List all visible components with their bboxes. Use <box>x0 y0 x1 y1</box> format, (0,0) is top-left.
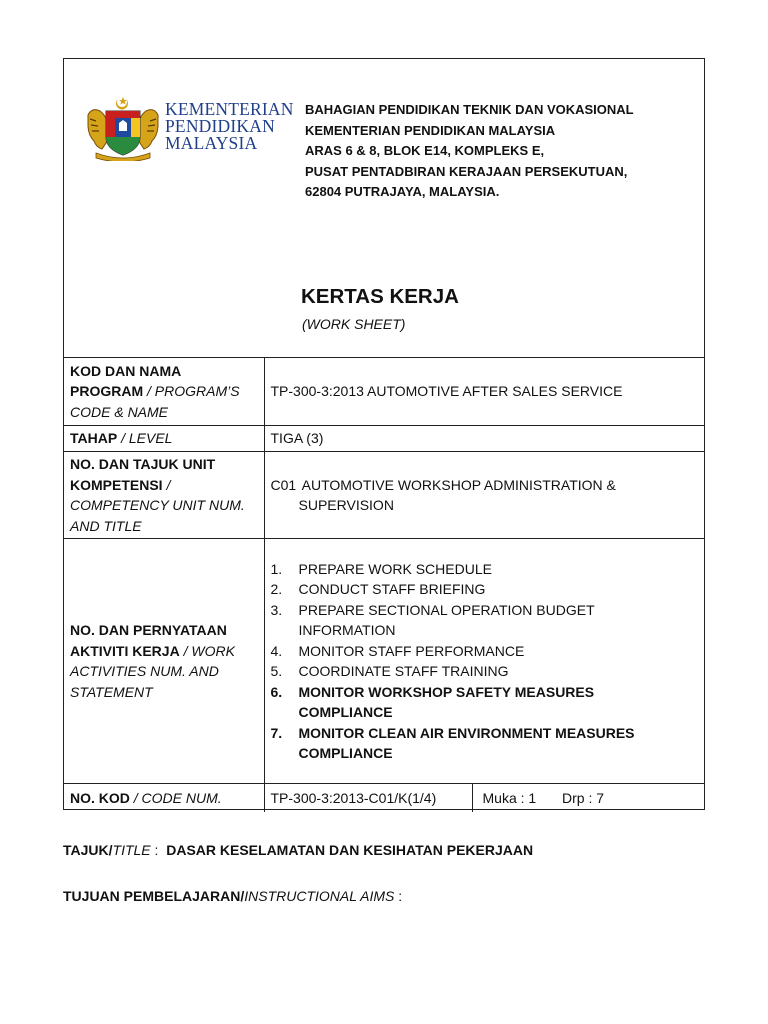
header <box>64 59 704 357</box>
activities-list <box>271 559 699 764</box>
code-value: TP-300-3:2013-C01/K(1/4) <box>264 784 472 812</box>
aims-label-italic: INSTRUCTIONAL AIMS <box>244 888 395 904</box>
unit-title-line: AUTOMOTIVE WORKSHOP ADMINISTRATION & <box>301 476 616 493</box>
address-line: 62804 PUTRAJAYA, MALAYSIA. <box>305 184 500 199</box>
list-item: 4. MONITOR STAFF PERFORMANCE <box>270 642 525 659</box>
list-item: 7. MONITOR CLEAN AIR ENVIRONMENT MEASURES COMPLIANCE <box>270 724 635 761</box>
unit-label-italic: / COMPETENCY UNIT NUM. AND TITLE <box>70 476 245 534</box>
level-label-italic: / LEVEL <box>117 430 173 447</box>
address-line: KEMENTERIAN PENDIDIKAN MALAYSIA <box>305 122 556 138</box>
wordmark-line: PENDIDIKAN <box>165 116 275 136</box>
ministry-wordmark <box>165 101 294 152</box>
level-label-bold: TAHAP <box>70 430 118 447</box>
program-label-bold-2: PROGRAM <box>70 383 144 400</box>
table-row <box>64 539 704 784</box>
ministry-crest-icon <box>82 95 164 161</box>
code-label <box>64 784 264 812</box>
page-total: Drp : 7 <box>556 784 704 812</box>
unit-title-line: SUPERVISION <box>298 497 394 513</box>
title-label-italic: TITLE <box>112 842 151 858</box>
activities-label-bold: NO. DAN PERNYATAAN AKTIVITI KERJA <box>70 622 227 659</box>
table-row <box>64 426 704 452</box>
list-item: 2. CONDUCT STAFF BRIEFING <box>270 581 486 597</box>
program-label-bold: KOD DAN NAMA <box>70 362 182 379</box>
aims-colon: : <box>394 888 403 904</box>
ministry-address <box>305 100 634 203</box>
unit-label-bold: NO. DAN TAJUK UNIT KOMPETENSI <box>70 456 216 493</box>
program-label <box>64 358 264 426</box>
activities-value <box>264 539 704 784</box>
code-label-italic: / CODE NUM. <box>129 789 222 806</box>
instructional-aims-line <box>63 888 402 904</box>
title-label-bold: TAJUK/ <box>63 842 113 858</box>
wordmark-line: KEMENTERIAN <box>165 99 294 119</box>
table-row <box>64 452 704 539</box>
address-line: BAHAGIAN PENDIDIKAN TEKNIK DAN VOKASIONAL <box>305 102 634 117</box>
worksheet-frame <box>63 58 705 810</box>
table-row <box>64 358 704 426</box>
program-info-table <box>64 357 704 812</box>
address-line: ARAS 6 & 8, BLOK E14, KOMPLEKS E, <box>305 143 545 158</box>
unit-label <box>64 452 264 539</box>
document-subtitle: (WORK SHEET) <box>302 316 406 332</box>
title-colon: : <box>150 842 167 858</box>
worksheet-title-line <box>63 842 533 858</box>
list-item: 1. PREPARE WORK SCHEDULE <box>270 560 492 577</box>
worksheet-title-value: DASAR KESELAMATAN DAN KESIHATAN PEKERJAAN <box>166 842 534 858</box>
level-value: TIGA (3) <box>264 426 704 452</box>
code-label-bold: NO. KOD <box>70 789 130 806</box>
aims-label-bold: TUJUAN PEMBELAJARAN/ <box>63 888 245 904</box>
list-item: 6. MONITOR WORKSHOP SAFETY MEASURES COMPLIANCE <box>270 683 595 720</box>
list-item: 5. COORDINATE STAFF TRAINING <box>270 663 509 679</box>
activities-label <box>64 539 264 784</box>
page-number: Muka : 1 <box>472 784 556 812</box>
wordmark-line: MALAYSIA <box>165 133 258 153</box>
program-label-italic: / PROGRAM’S CODE & NAME <box>70 383 240 420</box>
table-row <box>64 784 704 812</box>
unit-value <box>264 452 704 539</box>
list-item: 3. PREPARE SECTIONAL OPERATION BUDGET INFORMATION <box>270 601 595 638</box>
activities-label-italic: / WORK ACTIVITIES NUM. AND STATEMENT <box>70 642 235 700</box>
address-line: PUSAT PENTADBIRAN KERAJAAN PERSEKUTUAN, <box>305 163 628 179</box>
level-label <box>64 426 264 452</box>
unit-code: C01 <box>270 476 297 493</box>
program-value: TP-300-3:2013 AUTOMOTIVE AFTER SALES SERVICE <box>264 358 704 426</box>
document-title: KERTAS KERJA <box>301 285 459 308</box>
